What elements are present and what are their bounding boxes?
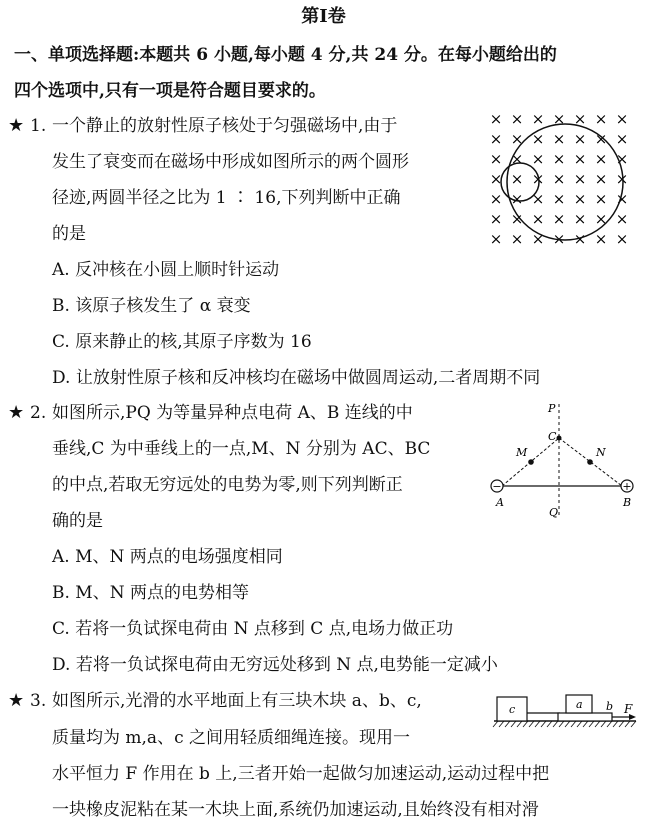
hatch-mark — [553, 721, 558, 727]
field-cross-mark: × — [615, 230, 629, 248]
label-p: P — [548, 402, 556, 415]
hatch-mark — [601, 721, 606, 727]
field-cross-mark: × — [615, 190, 629, 208]
option-c: C. 若将一负试探电荷由 N 点移到 C 点,电场力做正功 — [52, 619, 454, 639]
hatch-mark — [589, 721, 594, 727]
hatch-mark — [517, 721, 522, 727]
field-cross-mark: × — [531, 190, 545, 208]
question-stem-line: 的是 — [52, 224, 86, 244]
magnetic-field-crosses — [490, 110, 629, 248]
field-cross-mark: × — [552, 130, 566, 148]
field-cross-mark: × — [510, 110, 524, 128]
magnetic-field-figure — [485, 108, 635, 256]
question-stem-line: 如图所示,光滑的水平地面上有三块木块 a、b、c, — [52, 691, 422, 711]
label-a: a — [576, 698, 583, 711]
field-cross-mark: × — [615, 210, 629, 228]
label-a: A — [496, 496, 504, 509]
label-b: B — [623, 496, 632, 509]
option-c: C. 原来静止的核,其原子序数为 16 — [52, 332, 312, 352]
page-title: 第Ⅰ卷 — [301, 6, 346, 27]
field-cross-mark: × — [552, 230, 566, 248]
field-cross-mark: × — [531, 130, 545, 148]
hatch-mark — [523, 721, 528, 727]
hatch-mark — [535, 721, 540, 727]
option-b: B. 该原子核发生了 α 衰变 — [52, 296, 251, 316]
field-cross-mark: × — [594, 130, 608, 148]
field-cross-mark: × — [615, 110, 629, 128]
field-cross-mark: × — [489, 210, 503, 228]
field-cross-mark: × — [510, 150, 524, 168]
hatch-mark — [613, 721, 618, 727]
question-stem-line: 确的是 — [52, 511, 103, 531]
question-stem-line: 一个静止的放射性原子核处于匀强磁场中,由于 — [52, 116, 398, 136]
question-stem-line: 水平恒力 F 作用在 b 上,三者开始一起做匀加速运动,运动过程中把 — [52, 764, 550, 784]
hatch-mark — [511, 721, 516, 727]
field-cross-mark: × — [510, 230, 524, 248]
option-b: B. M、N 两点的电势相等 — [52, 583, 249, 603]
question-number: 1. — [30, 116, 47, 136]
hatch-mark — [565, 721, 570, 727]
hatch-mark — [583, 721, 588, 727]
field-cross-mark: × — [531, 170, 545, 188]
hatch-mark — [547, 721, 552, 727]
point-charge-figure — [486, 398, 638, 526]
field-cross-mark: × — [531, 150, 545, 168]
field-cross-mark: × — [573, 170, 587, 188]
question-stem-line: 发生了衰变而在磁场中形成如图所示的两个圆形 — [52, 152, 409, 172]
hatch-mark — [505, 721, 510, 727]
point-n — [587, 459, 593, 465]
field-cross-mark: × — [594, 190, 608, 208]
label-f: F — [624, 702, 633, 716]
hatch-mark — [541, 721, 546, 727]
field-cross-mark: × — [489, 110, 503, 128]
label-b: b — [606, 700, 614, 713]
field-cross-mark: × — [510, 190, 524, 208]
field-cross-mark: × — [552, 150, 566, 168]
field-cross-mark: × — [531, 110, 545, 128]
star-icon: ★ — [8, 690, 25, 711]
question-stem-line: 径迹,两圆半径之比为 1 ∶ 16,下列判断中正确 — [52, 188, 401, 208]
field-cross-mark: × — [552, 110, 566, 128]
star-icon: ★ — [8, 115, 25, 136]
block-b — [558, 713, 612, 721]
question-stem-line: 质量均为 m,a、c 之间用轻质细绳连接。现用一 — [52, 728, 410, 748]
question-number: 3. — [30, 691, 47, 711]
option-d: D. 让放射性原子核和反冲核均在磁场中做圆周运动,二者周期不同 — [52, 368, 541, 388]
field-cross-mark: × — [489, 130, 503, 148]
hatch-mark — [595, 721, 600, 727]
field-cross-mark: × — [594, 210, 608, 228]
question-stem-line: 一块橡皮泥粘在某一木块上面,系统仍加速运动,且始终没有相对滑 — [52, 800, 539, 820]
field-cross-mark: × — [594, 150, 608, 168]
blocks-figure — [490, 686, 640, 730]
field-cross-mark: × — [594, 110, 608, 128]
field-cross-mark: × — [573, 110, 587, 128]
field-cross-mark: × — [615, 150, 629, 168]
question-stem-line: 如图所示,PQ 为等量异种点电荷 A、B 连线的中 — [52, 403, 413, 423]
field-cross-mark: × — [573, 150, 587, 168]
section-heading-line-2: 四个选项中,只有一项是符合题目要求的。 — [14, 81, 326, 101]
field-cross-mark: × — [552, 170, 566, 188]
label-c: C — [548, 430, 557, 443]
label-n: N — [596, 446, 606, 459]
hatch-mark — [619, 721, 624, 727]
section-heading-line-1: 一、单项选择题:本题共 6 小题,每小题 4 分,共 24 分。在每小题给出的 — [14, 45, 557, 65]
field-cross-mark: × — [489, 190, 503, 208]
point-m — [528, 459, 534, 465]
plus-sign: + — [622, 480, 632, 493]
label-q: Q — [549, 506, 559, 519]
hatch-mark — [499, 721, 504, 727]
hatch-mark — [625, 721, 630, 727]
field-cross-mark: × — [573, 190, 587, 208]
field-cross-mark: × — [573, 130, 587, 148]
field-cross-mark: × — [573, 210, 587, 228]
field-cross-mark: × — [594, 170, 608, 188]
field-cross-mark: × — [573, 230, 587, 248]
ground-hatching — [493, 721, 636, 727]
field-cross-mark: × — [531, 210, 545, 228]
hatch-mark — [493, 721, 498, 727]
question-stem-line: 的中点,若取无穷远处的电势为零,则下列判断正 — [52, 475, 403, 495]
hatch-mark — [571, 721, 576, 727]
field-cross-mark: × — [615, 130, 629, 148]
field-cross-mark: × — [594, 230, 608, 248]
hatch-mark — [631, 721, 636, 727]
field-cross-mark: × — [489, 230, 503, 248]
label-m: M — [516, 446, 528, 459]
field-cross-mark: × — [552, 210, 566, 228]
field-cross-mark: × — [489, 150, 503, 168]
hatch-mark — [577, 721, 582, 727]
field-cross-mark: × — [531, 230, 545, 248]
field-cross-mark: × — [510, 210, 524, 228]
field-cross-mark: × — [615, 170, 629, 188]
option-d: D. 若将一负试探电荷由无穷远处移到 N 点,电势能一定减小 — [52, 655, 498, 675]
hatch-mark — [559, 721, 564, 727]
point-c — [557, 436, 562, 441]
hatch-mark — [607, 721, 612, 727]
question-number: 2. — [30, 403, 47, 423]
field-cross-mark: × — [510, 170, 524, 188]
minus-sign: − — [492, 480, 502, 493]
label-c: c — [509, 703, 516, 716]
question-stem-line: 垂线,C 为中垂线上的一点,M、N 分别为 AC、BC — [52, 439, 431, 459]
star-icon: ★ — [8, 402, 25, 423]
field-cross-mark: × — [552, 190, 566, 208]
option-a: A. M、N 两点的电场强度相同 — [52, 547, 283, 567]
option-a: A. 反冲核在小圆上顺时针运动 — [52, 260, 280, 280]
hatch-mark — [529, 721, 534, 727]
field-cross-mark: × — [510, 130, 524, 148]
field-cross-mark: × — [489, 170, 503, 188]
